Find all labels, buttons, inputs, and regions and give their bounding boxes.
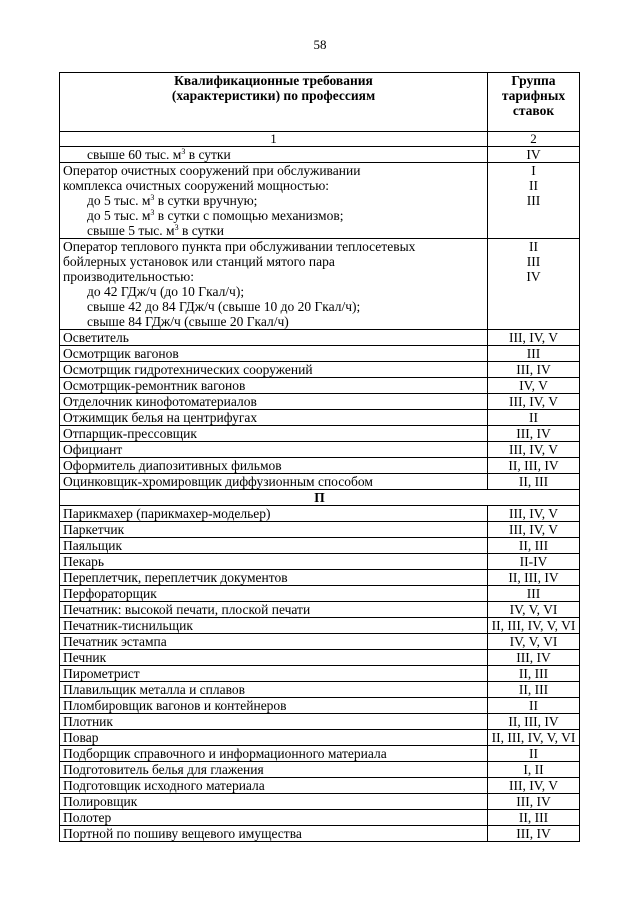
profession-cell: Официант	[60, 442, 488, 458]
grade-cell: IV, V, VI	[488, 602, 580, 618]
grade-cell: IV, V	[488, 378, 580, 394]
grade-cell: III, IV	[488, 426, 580, 442]
table-row	[60, 522, 580, 538]
page-number: 58	[313, 37, 327, 52]
grade-cell: II, III, IV	[488, 458, 580, 474]
table-row	[60, 698, 580, 714]
table-row	[60, 362, 580, 378]
table-row	[60, 394, 580, 410]
table-row	[60, 618, 580, 634]
grade-cell: II, III	[488, 810, 580, 826]
profession-cell: Паяльщик	[60, 538, 488, 554]
table-row	[60, 239, 580, 330]
section-letter: П	[60, 490, 580, 506]
grade-cell: I, II	[488, 762, 580, 778]
table-row	[60, 682, 580, 698]
table-row	[60, 330, 580, 346]
table-row	[60, 602, 580, 618]
table-row	[60, 730, 580, 746]
header-tariff-group: Группа тарифных ставок	[488, 73, 580, 132]
qualification-table	[59, 72, 580, 842]
table-row	[60, 778, 580, 794]
header-requirements: Квалификационные требования (характеристики) по профессиям	[60, 73, 488, 132]
grade-cell: IV, V, VI	[488, 634, 580, 650]
table-row	[60, 794, 580, 810]
table-row	[60, 538, 580, 554]
profession-cell: Отжимщик белья на центрифугах	[60, 410, 488, 426]
profession-cell: Печатник эстампа	[60, 634, 488, 650]
grade-cell: II, III, IV, V, VI	[488, 618, 580, 634]
table-row	[60, 570, 580, 586]
grade-cell: III, IV, V	[488, 506, 580, 522]
grade-cell: III, IV	[488, 650, 580, 666]
grade-cell: II, III, IV	[488, 714, 580, 730]
grade-cell: III, IV	[488, 362, 580, 378]
profession-cell: Повар	[60, 730, 488, 746]
table-row	[60, 410, 580, 426]
grade-cell: II, III, IV, V, VI	[488, 730, 580, 746]
profession-cell: Пирометрист	[60, 666, 488, 682]
profession-cell: Осмотрщик вагонов	[60, 346, 488, 362]
table-row	[60, 442, 580, 458]
profession-cell: Пломбировщик вагонов и контейнеров	[60, 698, 488, 714]
column-number: 1	[60, 132, 488, 147]
table-row	[60, 506, 580, 522]
grade-cell: III, IV, V	[488, 778, 580, 794]
profession-cell: Полотер	[60, 810, 488, 826]
profession-cell: Портной по пошиву вещевого имущества	[60, 826, 488, 842]
table-row	[60, 346, 580, 362]
table-row	[60, 378, 580, 394]
grade-cell: I II III	[488, 163, 580, 239]
table-row	[60, 458, 580, 474]
table-row	[60, 826, 580, 842]
grade-cell: II, III	[488, 474, 580, 490]
profession-cell: Осветитель	[60, 330, 488, 346]
profession-cell: Плотник	[60, 714, 488, 730]
profession-cell: Парикмахер (парикмахер-модельер)	[60, 506, 488, 522]
profession-cell: Пекарь	[60, 554, 488, 570]
grade-cell: III, IV, V	[488, 522, 580, 538]
grade-cell: II, III, IV	[488, 570, 580, 586]
grade-cell: II, III	[488, 666, 580, 682]
grade-cell: IV	[488, 147, 580, 163]
grade-cell: III	[488, 346, 580, 362]
table-row	[60, 474, 580, 490]
grade-cell: II, III	[488, 538, 580, 554]
table-row	[60, 650, 580, 666]
grade-cell: II, III	[488, 682, 580, 698]
profession-cell: Отделочник кинофотоматериалов	[60, 394, 488, 410]
grade-cell: III, IV, V	[488, 394, 580, 410]
grade-cell: II	[488, 410, 580, 426]
profession-cell: свыше 60 тыс. $м^3$ в сутки	[60, 147, 488, 163]
grade-cell: III, IV	[488, 826, 580, 842]
table-row	[60, 586, 580, 602]
grade-cell: II	[488, 698, 580, 714]
table-row	[60, 746, 580, 762]
grade-cell: II III IV	[488, 239, 580, 330]
table-row	[60, 147, 580, 163]
table-row	[60, 666, 580, 682]
table-row	[60, 714, 580, 730]
table-header-row	[60, 73, 580, 132]
grade-cell: II	[488, 746, 580, 762]
column-number: 2	[488, 132, 580, 147]
section-letter-row	[60, 490, 580, 506]
profession-cell: Оператор очистных сооружений при обслуживании комплекса очистных сооружений мощностью: до 5 тыс. $м^3$ в сутки вручную; до 5 тыс. $м^3$ в сутки с помощью механизмов; свыше 5 тыс. $м^3$ в сутки	[60, 163, 488, 239]
table-row	[60, 634, 580, 650]
table-row	[60, 554, 580, 570]
profession-cell: Оформитель диапозитивных фильмов	[60, 458, 488, 474]
profession-cell: Плавильщик металла и сплавов	[60, 682, 488, 698]
table-row	[60, 762, 580, 778]
profession-cell: Печатник: высокой печати, плоской печати	[60, 602, 488, 618]
profession-cell: Печатник-тиснильщик	[60, 618, 488, 634]
column-number-row	[60, 132, 580, 147]
profession-cell: Паркетчик	[60, 522, 488, 538]
profession-cell: Оцинковщик-хромировщик диффузионным способом	[60, 474, 488, 490]
table-row	[60, 810, 580, 826]
profession-cell: Подборщик справочного и информационного материала	[60, 746, 488, 762]
profession-cell: Подготовитель белья для глажения	[60, 762, 488, 778]
profession-cell: Полировщик	[60, 794, 488, 810]
profession-cell: Осмотрщик гидротехнических сооружений	[60, 362, 488, 378]
table-row	[60, 426, 580, 442]
grade-cell: III, IV	[488, 794, 580, 810]
grade-cell: II-IV	[488, 554, 580, 570]
profession-cell: Переплетчик, переплетчик документов	[60, 570, 488, 586]
grade-cell: III, IV, V	[488, 330, 580, 346]
table-row	[60, 163, 580, 239]
profession-cell: Печник	[60, 650, 488, 666]
profession-cell: Перфораторщик	[60, 586, 488, 602]
profession-cell: Оператор теплового пункта при обслуживании теплосетевых бойлерных установок или станций мятого пара производительностью: до 42 ГДж/ч (до 10 Гкал/ч); свыше 42 до 84 ГДж/ч (свыше 10 до 20 Гкал/ч); свыше 84 ГДж/ч (свыше 20 Гкал/ч)	[60, 239, 488, 330]
grade-cell: III	[488, 586, 580, 602]
grade-cell: III, IV, V	[488, 442, 580, 458]
profession-cell: Осмотрщик-ремонтник вагонов	[60, 378, 488, 394]
profession-cell: Отпарщик-прессовщик	[60, 426, 488, 442]
profession-cell: Подготовщик исходного материала	[60, 778, 488, 794]
